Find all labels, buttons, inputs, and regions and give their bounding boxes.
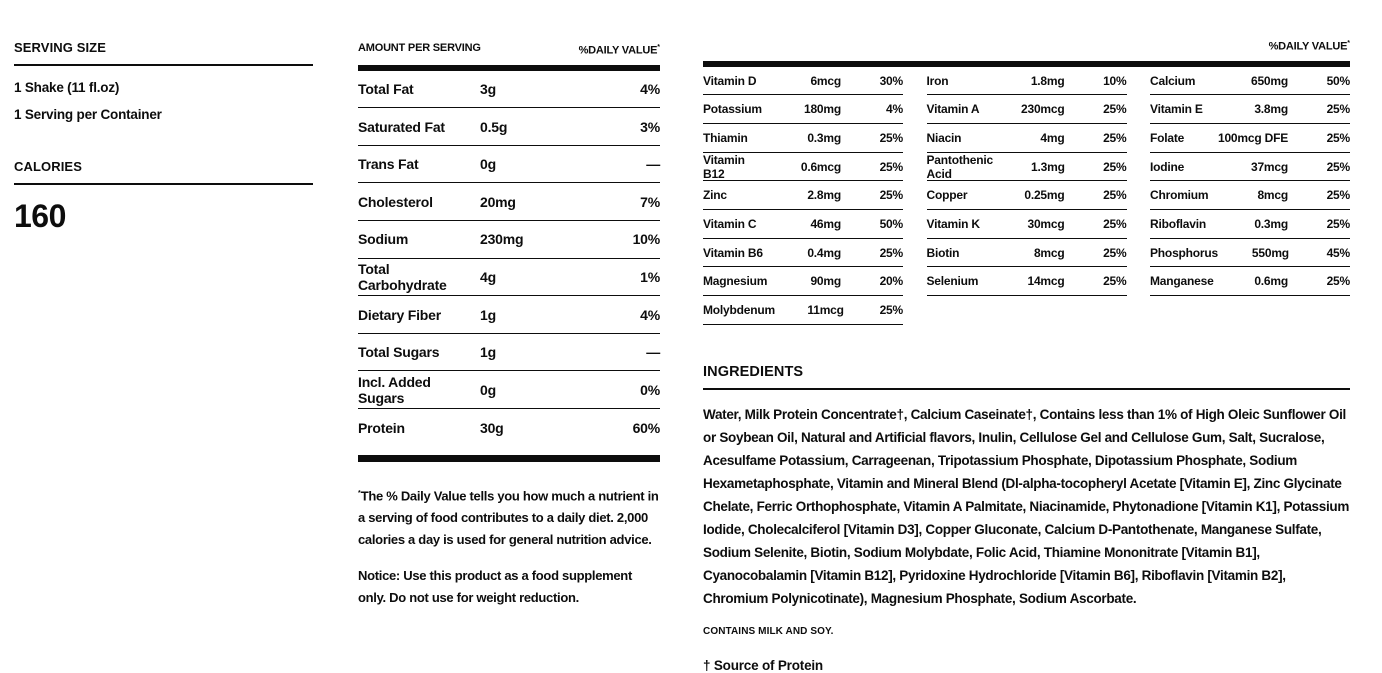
micronutrient-label: Phosphorus [1150,245,1219,260]
micronutrient-amount: 0.6mg [1254,274,1288,289]
micronutrient-amount: 2.8mg [807,188,841,203]
nutrient-rows [358,71,660,447]
nutrient-daily-value: 0% [640,381,660,398]
micronutrient-daily-value: 25% [1103,245,1127,260]
micronutrient-row [703,296,903,325]
micronutrient-daily-value: 25% [1326,216,1350,231]
nutrient-row [358,371,660,409]
micronutrient-label: Molybdenum [703,303,775,317]
micronutrient-label: Riboflavin [1150,216,1207,231]
micronutrient-row [927,239,1127,268]
footnote-text: The % Daily Value tells you how much a nutrient in a serving of food contributes to a daily diet. 2,000 calories a day is used for general nutrition advice. [358,487,659,547]
micronutrient-label: Selenium [926,274,979,289]
micronutrient-row [703,153,903,182]
nutrient-daily-value: 1% [640,268,660,285]
nutrient-label: Cholesterol [358,193,433,210]
nutrient-daily-value: 60% [632,419,660,436]
ingredients-title: INGREDIENTS [703,365,1350,390]
micronutrient-daily-value: 25% [879,188,903,203]
micronutrient-amount: 230mcg [1021,102,1065,117]
micronutrient-label: Thiamin [703,130,748,145]
micronutrient-row [927,124,1127,153]
micronutrient-daily-value: 25% [879,303,903,317]
nutrient-amount: 4g [480,268,496,285]
micronutrient-row [927,181,1127,210]
nutrient-daily-value: 7% [640,193,660,210]
micronutrient-label: Iodine [1150,159,1185,174]
micronutrient-column [1150,67,1350,325]
micronutrient-label: Iron [926,73,949,88]
nutrient-label: Sodium [358,231,409,248]
micronutrient-label: Vitamin B12 [703,152,745,181]
micronutrient-row [703,210,903,239]
micronutrient-amount: 30mcg [1027,216,1065,231]
micronutrient-amount: 14mcg [1027,274,1065,289]
micronutrient-daily-value: 25% [1326,130,1350,145]
micronutrient-daily-value: 20% [879,274,903,289]
micronutrient-column [927,67,1127,325]
micronutrient-daily-value: 25% [1103,102,1127,117]
nutrient-label: Incl. Added Sugars [358,373,431,406]
micronutrient-amount: 0.25mg [1024,188,1065,203]
nutrient-amount: 20mg [480,193,516,210]
micronutrient-amount: 1.8mg [1030,73,1065,88]
micronutrient-label: Vitamin E [1150,102,1203,117]
micronutrient-daily-value: 25% [1103,130,1127,145]
protein-source-note: † Source of Protein [703,657,823,673]
micronutrient-daily-value: 25% [1103,216,1127,231]
calories-value: 160 [14,198,66,234]
daily-value-asterisk-right: * [1347,40,1350,47]
micronutrient-daily-value: 25% [879,245,903,260]
serving-size-title: SERVING SIZE [14,40,313,66]
micronutrient-row [1150,67,1350,96]
micronutrient-row [927,153,1127,182]
micronutrient-amount: 0.3mg [807,130,841,145]
micronutrient-amount: 0.3mg [1254,216,1288,231]
nutrients-section [358,42,660,609]
micronutrient-label: Magnesium [703,274,768,289]
daily-value-footnote [358,483,660,551]
micronutrient-row [927,210,1127,239]
micronutrient-label: Manganese [1150,274,1214,289]
micronutrient-label: Vitamin C [703,216,757,231]
micronutrient-amount: 90mg [810,274,841,289]
micronutrient-row [1150,267,1350,296]
micronutrient-label: Chromium [1150,188,1209,203]
micronutrient-daily-value: 25% [1326,102,1350,117]
micronutrient-row [927,95,1127,124]
nutrient-label: Protein [358,419,405,436]
daily-value-label-right: %DAILY VALUE* [1268,40,1350,53]
amount-per-serving-label: AMOUNT PER SERVING [358,42,481,54]
micronutrient-daily-value: 25% [1326,274,1350,289]
micronutrient-row [703,124,903,153]
micronutrient-row [1150,181,1350,210]
nutrient-row [358,409,660,447]
micronutrient-label: Vitamin D [703,73,757,88]
micronutrient-label: Vitamin K [926,216,980,231]
allergen-statement: CONTAINS MILK AND SOY. [703,625,834,637]
micronutrient-amount: 8mcg [1257,188,1288,203]
micronutrient-row [703,239,903,268]
micronutrient-columns [703,67,1350,325]
nutrient-daily-value: 10% [632,231,660,248]
nutrient-amount: 0g [480,381,496,398]
nutrient-row [358,183,660,221]
micronutrient-row [703,95,903,124]
micronutrient-column [703,67,903,325]
micronutrient-daily-value: 25% [1103,274,1127,289]
micronutrient-daily-value: 45% [1326,245,1350,260]
micronutrient-amount: 3.8mg [1254,102,1288,117]
micronutrient-row [927,267,1127,296]
micronutrient-row [1150,210,1350,239]
micronutrient-daily-value: 25% [879,130,903,145]
micronutrient-label: Copper [926,188,968,203]
micronutrient-daily-value: 4% [886,102,903,117]
micronutrient-row [1150,124,1350,153]
micronutrient-label: Pantothenic Acid [926,152,993,181]
nutrient-daily-value: — [646,156,660,173]
footer-rule-bar [358,455,660,462]
nutrient-amount: 230mg [480,231,524,248]
daily-value-asterisk: * [657,44,660,51]
nutrient-daily-value: — [646,344,660,361]
nutrient-row [358,334,660,372]
nutrient-label: Saturated Fat [358,118,445,135]
micronutrient-amount: 37mcg [1250,159,1288,174]
micronutrient-row [1150,95,1350,124]
nutrient-amount: 0g [480,156,496,173]
micronutrient-amount: 46mg [810,216,841,231]
nutrient-row [358,259,660,297]
micronutrient-row [703,67,903,96]
micronutrient-row [1150,239,1350,268]
nutrient-daily-value: 4% [640,80,660,97]
micronutrient-amount: 100mcg DFE [1217,130,1288,145]
nutrient-row [358,221,660,259]
micronutrient-amount: 11mcg [807,303,844,317]
micronutrient-label: Biotin [926,245,960,260]
micronutrient-label: Calcium [1150,73,1196,88]
micronutrient-daily-value: 50% [879,216,903,231]
micronutrient-row [703,267,903,296]
nutrient-row [358,296,660,334]
micronutrient-row [703,181,903,210]
nutrient-amount: 0.5g [480,118,508,135]
micronutrient-daily-value: 25% [1326,188,1350,203]
micronutrient-daily-value: 30% [879,73,903,88]
nutrient-daily-value: 4% [640,306,660,323]
micronutrient-daily-value: 50% [1326,73,1350,88]
micronutrient-amount: 6mcg [810,73,841,88]
micronutrient-amount: 4mg [1040,130,1065,145]
nutrient-label: Dietary Fiber [358,306,441,323]
nutrient-label: Trans Fat [358,156,419,173]
micronutrient-daily-value: 10% [1103,73,1127,88]
micronutrient-amount: 0.6mcg [800,159,841,174]
nutrients-table-header [358,42,660,57]
micronutrient-daily-value: 25% [879,159,903,174]
nutrient-amount: 1g [480,344,496,361]
micronutrient-label: Zinc [703,188,727,203]
nutrient-row [358,146,660,184]
nutrient-label: Total Carbohydrate [358,260,447,293]
nutrient-amount: 30g [480,419,504,436]
micronutrient-label: Vitamin B6 [703,245,763,260]
nutrient-amount: 1g [480,306,496,323]
nutrient-daily-value: 3% [640,118,660,135]
nutrient-row [358,71,660,109]
micronutrient-amount: 1.3mg [1031,159,1065,174]
micronutrient-amount: 650mg [1250,73,1288,88]
micronutrient-daily-value: 25% [1103,188,1127,203]
nutrient-amount: 3g [480,80,496,97]
footnote-asterisk: * [358,489,361,497]
nutrient-row [358,108,660,146]
daily-value-label: %DAILY VALUE* [578,44,660,57]
ingredients-text: Water, Milk Protein Concentrate†, Calcium Caseinate†, Contains less than 1% of High Oleic Sunflower Oil or Soybean Oil, Natural and Artificial flavors, Inulin, Cellulose Gel and Cellulose Gum, Salt, Sucralose, Acesulfame Potassium, Carrageenan, Tripotassium Phosphate, Dipotassium Phosphate, Sodium Hexametaphosphate, Vitamin and Mineral Blend (Dl-alpha-tocopheryl Acetate [Vitamin E], Zinc Glycinate Chelate, Ferric Orthophosphate, Vitamin A Palmitate, Niacinamide, Phytonadione [Vitamin K1], Potassium Iodide, Cholecalciferol [Vitamin D3], Copper Gluconate, Calcium D-Pantothenate, Manganese Sulfate, Sodium Selenite, Biotin, Sodium Molybdate, Folic Acid, Thiamine Mononitrate [Vitamin B1], Cyanocobalamin [Vitamin B12], Pyridoxine Hydrochloride [Vitamin B6], Riboflavin [Vitamin B2], Chromium Polynicotinate), Magnesium Phosphate, Sodium Ascorbate. [703,406,1350,606]
micronutrients-section [703,38,1350,673]
micronutrient-amount: 8mcg [1033,245,1065,260]
micronutrient-label: Potassium [703,102,762,117]
calories-title: CALORIES [14,159,313,185]
micronutrient-row [927,67,1127,96]
serving-section [14,40,313,235]
micronutrient-daily-value: 25% [1326,159,1350,174]
serving-size-value: 1 Shake (11 fl.oz) [14,80,120,95]
micronutrient-amount: 180mg [803,102,841,117]
micronutrient-amount: 550mg [1251,245,1289,260]
nutrient-label: Total Sugars [358,344,440,361]
micronutrient-label: Niacin [926,130,962,145]
micronutrient-daily-value: 25% [1103,159,1127,174]
servings-per-container: 1 Serving per Container [14,107,162,122]
micronutrient-amount: 0.4mg [807,245,841,260]
nutrient-label: Total Fat [358,80,414,97]
micronutrient-label: Vitamin A [926,102,980,117]
notice-text: Notice: Use this product as a food supplement only. Do not use for weight reduction. [358,567,632,605]
micronutrient-row [1150,153,1350,182]
micronutrient-label: Folate [1150,130,1185,145]
